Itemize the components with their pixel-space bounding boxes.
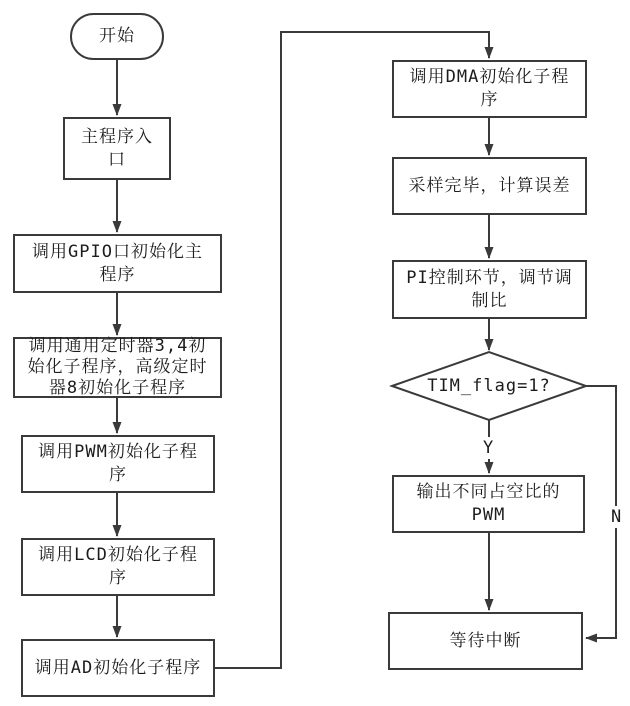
node-ad-init-label: 调用AD初始化子程序 — [34, 657, 202, 678]
node-timer-init-line3: 器8初始化子程序 — [48, 378, 187, 398]
node-pwm-init — [21, 435, 215, 493]
node-sampling — [392, 157, 587, 215]
node-gpio-init-line2: 程序 — [99, 264, 136, 285]
node-pwm-output-line2: PWM — [471, 505, 506, 525]
node-pwm-output-line1: 输出不同占空比的 — [416, 482, 561, 502]
node-decision-tim-flag — [392, 352, 586, 420]
node-lcd-init-line2: 序 — [109, 568, 127, 588]
edge-ad-to-dma — [215, 32, 489, 668]
branch-label-no: N — [608, 506, 624, 528]
node-dma-init-line1: 调用DMA初始化子程 — [409, 67, 570, 87]
node-pi-control — [392, 260, 587, 319]
node-pwm-init-line2: 序 — [109, 465, 127, 485]
node-timer-init-line1: 调用通用定时器3,4初 — [28, 336, 207, 356]
node-main-entry-line1: 主程序入 — [81, 126, 153, 147]
node-wait-interrupt — [388, 612, 583, 670]
node-sampling-label: 采样完毕，计算误差 — [408, 175, 571, 196]
node-gpio-init-line1: 调用GPIO口初始化主 — [32, 241, 203, 262]
node-dma-init — [392, 60, 587, 118]
node-pi-control-line1: PI控制环节，调节调 — [406, 267, 573, 288]
node-pwm-init-line1: 调用PWM初始化子程 — [38, 442, 198, 462]
node-pi-control-line2: 制比 — [471, 290, 508, 311]
node-gpio-init — [13, 234, 222, 293]
node-main-entry — [63, 117, 171, 180]
node-lcd-init-line1: 调用LCD初始化子程 — [38, 545, 198, 565]
node-lcd-init — [21, 538, 215, 596]
branch-label-yes: Y — [480, 437, 496, 459]
node-start — [70, 13, 164, 60]
node-timer-init-line2: 始化子程序，高级定时 — [27, 357, 208, 377]
node-wait-interrupt-label: 等待中断 — [449, 630, 522, 651]
node-dma-init-line2: 序 — [480, 90, 499, 110]
node-pwm-output — [392, 475, 585, 533]
node-main-entry-line2: 口 — [108, 149, 126, 170]
node-start-label: 开始 — [99, 26, 135, 46]
node-decision-tim-flag-label: TIM_flag=1? — [427, 376, 551, 396]
node-ad-init — [21, 639, 215, 697]
node-timer-init — [13, 337, 222, 398]
